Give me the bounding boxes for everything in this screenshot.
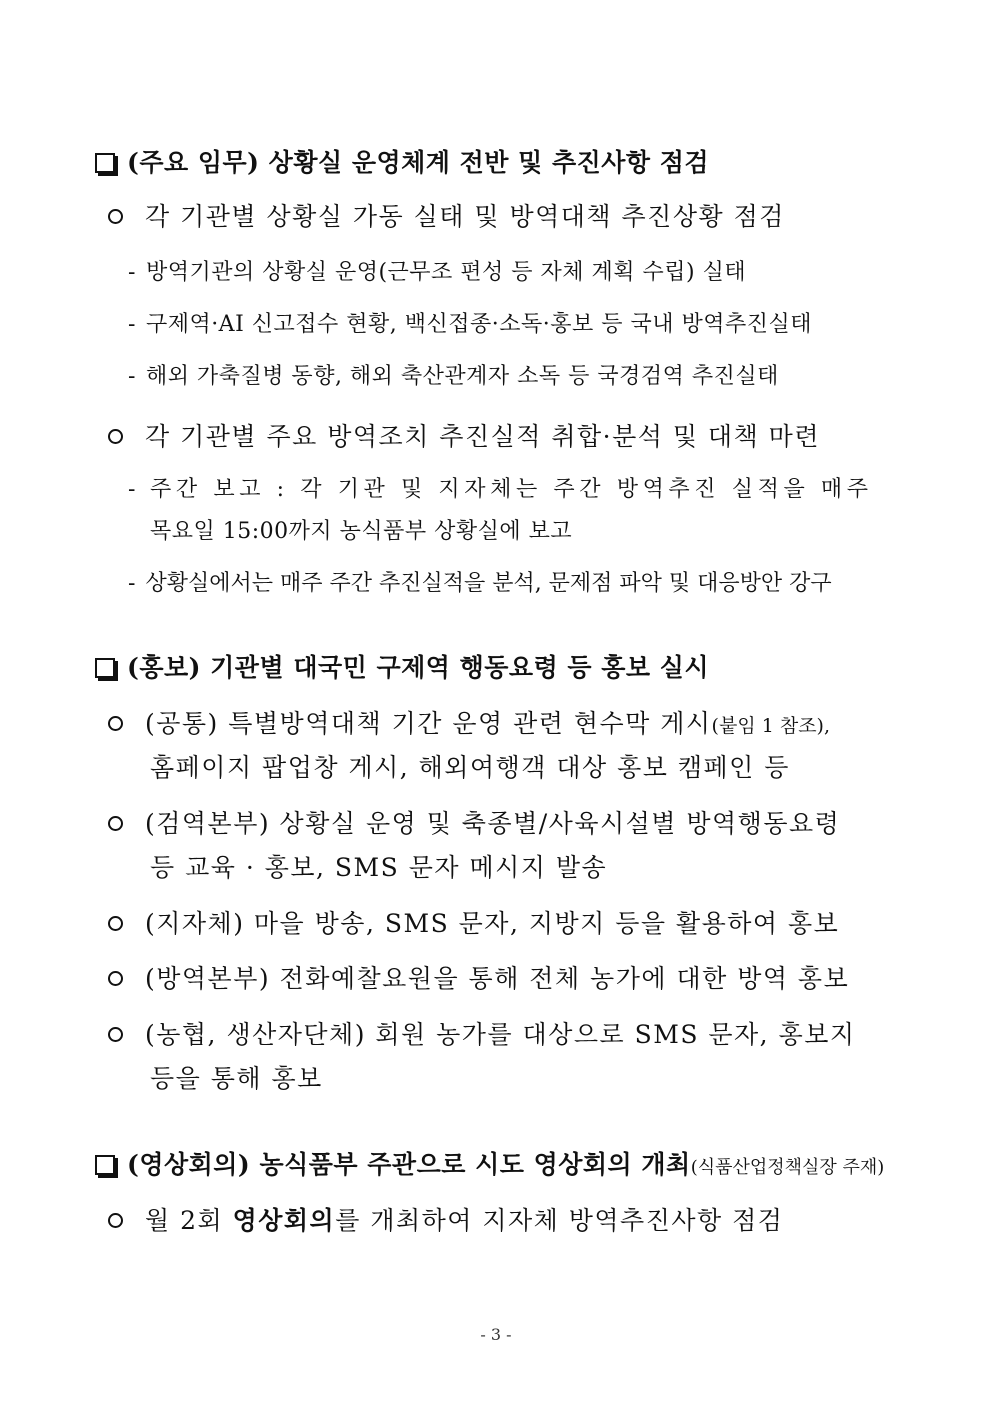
checkbox-square-icon [95, 153, 115, 173]
circle-bullet-icon [108, 716, 123, 731]
circle-bullet-icon [108, 1213, 123, 1228]
dash-item-1-1-1: - 방역기관의 상황실 운영(근무조 편성 등 자체 계획 수립) 실태 [128, 260, 747, 285]
page-number: - 3 - [480, 1325, 512, 1344]
section-1-title: (주요 임무) 상황실 운영체계 전반 및 추진사항 점검 [127, 148, 710, 177]
dash-item-1-2-1: - 주간 보고 : 각 기관 및 지자체는 주간 방역추진 실적을 매주 [128, 477, 873, 502]
circle-bullet-icon [108, 1027, 123, 1042]
dash-item-1-2-2: - 상황실에서는 매주 주간 추진실적을 분석, 문제점 파악 및 대응방안 강구 [128, 571, 832, 596]
section-3-heading: (영상회의) 농식품부 주관으로 시도 영상회의 개최(식품산업정책실장 주재) [95, 1145, 884, 1181]
section-3-title: (영상회의) 농식품부 주관으로 시도 영상회의 개최 [127, 1150, 691, 1179]
circle-bullet-icon [108, 916, 123, 931]
section-2-heading [95, 648, 709, 684]
bullet-1-2: 각 기관별 주요 방역조치 추진실적 취합·분석 및 대책 마련 [108, 417, 820, 453]
bullet-2-5: (농협, 생산자단체) 회원 농가를 대상으로 SMS 문자, 홍보지 [108, 1015, 856, 1051]
circle-bullet-icon [108, 429, 123, 444]
circle-bullet-icon [108, 971, 123, 986]
bullet-2-4: (방역본부) 전화예찰요원을 통해 전체 농가에 대한 방역 홍보 [108, 959, 849, 995]
dash-item-1-1-2: - 구제역·AI 신고접수 현황, 백신접종·소독·홍보 등 국내 방역추진실태 [128, 312, 813, 337]
checkbox-square-icon [95, 658, 115, 678]
bullet-2-2: (검역본부) 상황실 운영 및 축종별/사육시설별 방역행동요령 [108, 804, 840, 840]
circle-bullet-icon [108, 209, 123, 224]
bullet-2-1-cont: 홈페이지 팝업창 게시, 해외여행객 대상 홍보 캠페인 등 [150, 753, 790, 782]
bullet-2-1: (공통) 특별방역대책 기간 운영 관련 현수막 게시(붙임 1 참조), [108, 704, 830, 740]
bullet-3-1: 월 2회 영상회의를 개최하여 지자체 방역추진사항 점검 [108, 1201, 783, 1237]
dash-item-1-1-3: - 해외 가축질병 동향, 해외 축산관계자 소독 등 국경검역 추진실태 [128, 364, 779, 389]
checkbox-square-icon [95, 1155, 115, 1175]
section-2-title: (홍보) 기관별 대국민 구제역 행동요령 등 홍보 실시 [127, 653, 710, 682]
dash-item-1-2-1-cont: 목요일 15:00까지 농식품부 상황실에 보고 [150, 519, 573, 544]
bullet-2-2-cont: 등 교육 · 홍보, SMS 문자 메시지 발송 [150, 853, 608, 882]
bullet-2-5-cont: 등을 통해 홍보 [150, 1064, 323, 1093]
section-1-heading [95, 143, 709, 179]
bullet-2-3: (지자체) 마을 방송, SMS 문자, 지방지 등을 활용하여 홍보 [108, 904, 839, 940]
bullet-1-1: 각 기관별 상황실 가동 실태 및 방역대책 추진상황 점검 [108, 197, 785, 233]
circle-bullet-icon [108, 816, 123, 831]
